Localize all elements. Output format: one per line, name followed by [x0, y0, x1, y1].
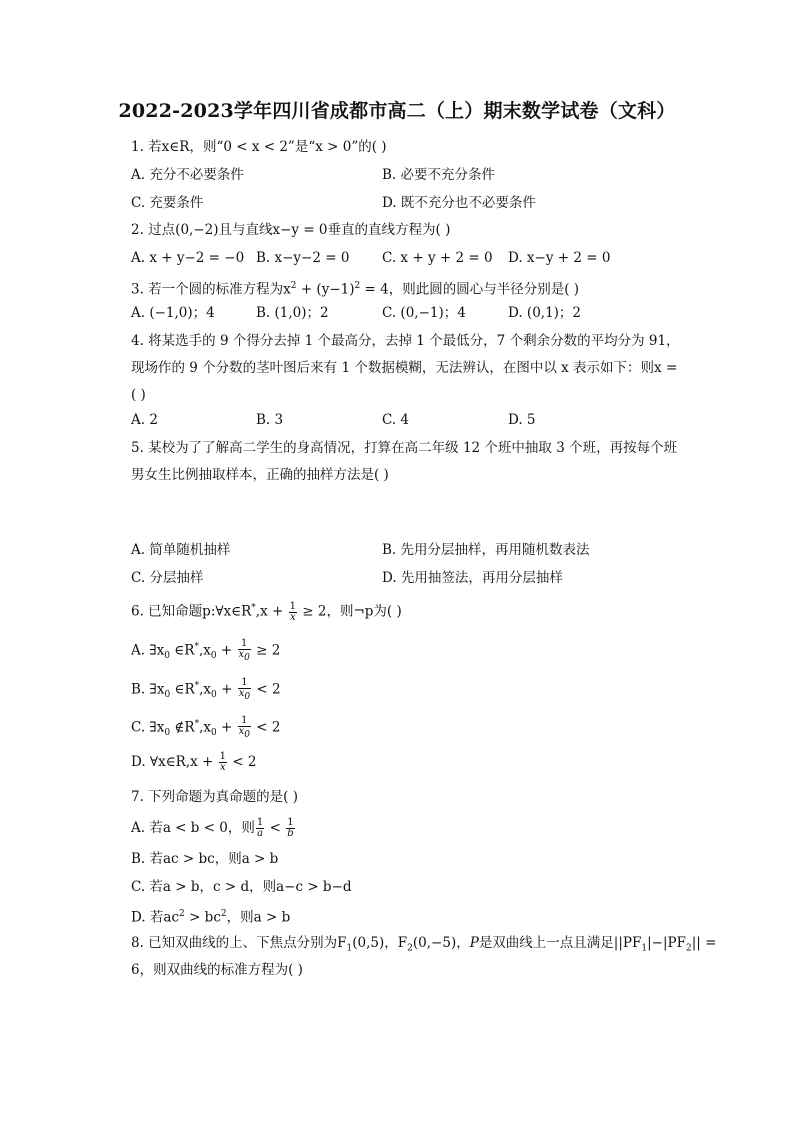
- question-3-option-a: A. (−1,0)；4: [131, 305, 215, 321]
- q8-sub-1: 1: [346, 943, 353, 954]
- q8-sub-2: 2: [407, 943, 413, 954]
- question-5-option-c: C. 分层抽样: [131, 570, 204, 586]
- question-1-stem: 1. 若x∈R，则“0 < x < 2”是“x > 0”的( ): [131, 139, 387, 155]
- q7a-frac2-num: 1: [287, 817, 294, 828]
- question-1-option-d: D. 既不充分也不必要条件: [382, 195, 536, 211]
- q6b-post: < 2: [252, 681, 281, 698]
- q7a-frac1-num: 1: [256, 817, 264, 828]
- q8-sub-4: 2: [685, 943, 692, 954]
- question-4-option-a: A. 2: [131, 412, 158, 428]
- q8-pre: 8. 已知双曲线的上、下焦点分别为F: [131, 935, 347, 951]
- question-3-stem: [131, 276, 579, 300]
- q6d-frac-num: 1: [219, 751, 227, 762]
- question-1-option-c: C. 充要条件: [131, 195, 204, 211]
- q6c-sub: 0: [164, 728, 171, 739]
- q7d-post: ，则a > b: [226, 909, 291, 926]
- q7d-mid: > bc: [184, 909, 221, 926]
- q7a-frac1-den: a: [257, 828, 264, 839]
- question-4-option-c: C. 4: [382, 412, 410, 428]
- q7a-pre: A. 若a < b < 0，则: [131, 820, 255, 836]
- q6b-frac-num: 1: [238, 678, 251, 689]
- q6b-frac-den-sub: 0: [244, 692, 251, 702]
- q6b-frac-den: [238, 689, 251, 702]
- page-title: 2022-2023学年四川省成都市高二（上）期末数学试卷（文科）: [118, 100, 676, 122]
- question-6-option-a: [131, 637, 280, 666]
- question-5-line-1: 5. 某校为了了解高二学生的身高情况，打算在高二年级 12 个班中抽取 3 个班，再按每个班: [131, 440, 678, 456]
- q6-star: *: [251, 603, 256, 613]
- q8-p: P: [469, 935, 479, 951]
- question-6-option-c: [131, 714, 280, 743]
- question-5-option-b: B. 先用分层抽样，再用随机数表法: [382, 542, 590, 558]
- question-2-option-d: D. x−y + 2 = 0: [508, 250, 611, 266]
- question-7-stem: 7. 下列命题为真命题的是( ): [131, 789, 298, 805]
- question-7-option-c: C. 若a > b，c > d，则a−c > b−d: [131, 879, 352, 895]
- q6b-sub: 0: [164, 690, 171, 701]
- q6c-mid2: ,x: [199, 719, 211, 736]
- question-4-option-b: B. 3: [256, 412, 284, 428]
- q6a-mid: ∈R: [170, 642, 195, 659]
- q7a-mid: <: [265, 820, 286, 836]
- q3-stem-mid: + (y−1): [296, 281, 355, 298]
- question-2-option-b: B. x−y−2 = 0: [256, 250, 350, 266]
- question-8-line-1: [131, 933, 716, 959]
- q3-sup-2: 2: [354, 281, 361, 291]
- q6a-star: *: [194, 642, 199, 652]
- q6a-frac-num: 1: [238, 639, 251, 650]
- question-2-stem: 2. 过点(0,−2)且与直线x−y = 0垂直的直线方程为( ): [131, 222, 451, 238]
- question-5-option-a: A. 简单随机抽样: [131, 542, 231, 558]
- question-8-line-2: 6，则双曲线的标准方程为( ): [131, 962, 303, 978]
- q8-f1: (0,5)，F: [352, 935, 408, 951]
- q6-frac-den: x: [289, 611, 296, 623]
- q7d-sup-2: 2: [220, 909, 227, 919]
- question-6-option-b: [131, 676, 281, 705]
- question-5-option-d: D. 先用抽签法，再用分层抽样: [382, 570, 563, 586]
- q8-end: || =: [691, 935, 717, 951]
- question-3-option-b: B. (1,0)；2: [256, 305, 329, 321]
- q7a-fraction-2: [286, 818, 294, 839]
- q6d-pre: D. ∀x∈R,x +: [131, 754, 218, 770]
- q6c-fraction: [238, 716, 251, 740]
- q6a-frac-den-sub: 0: [244, 653, 250, 663]
- q7a-fraction-1: [256, 818, 264, 839]
- q6a-post: ≥ 2: [251, 642, 281, 659]
- q6b-mid2: ,x: [199, 681, 212, 698]
- q6c-frac-den-sub: 0: [244, 730, 250, 740]
- q6c-frac-den: [238, 727, 251, 740]
- q6-stem-pre: 6. 已知命题p:∀x∈R: [131, 603, 252, 620]
- q6a-mid2: ,x: [198, 642, 211, 659]
- q8-f2: (0,−5)，: [412, 935, 470, 951]
- q8-mid: |−|PF: [647, 935, 686, 951]
- q6d-post: < 2: [228, 754, 257, 770]
- question-7-option-a: [131, 818, 296, 839]
- q6b-pre: B. ∃x: [131, 681, 165, 698]
- q6c-pre: C. ∃x: [131, 719, 165, 736]
- question-2-option-c: C. x + y + 2 = 0: [382, 250, 493, 266]
- q6-stem-post: ≥ 2，则¬p为( ): [297, 603, 402, 620]
- question-3-option-c: C. (0,−1)；4: [382, 305, 466, 321]
- q6a-sub2: 0: [210, 651, 217, 662]
- q6a-plus: +: [216, 642, 237, 659]
- q6b-frac-den-x: x: [238, 688, 245, 699]
- q6-stem-mid: ,x +: [255, 603, 288, 620]
- question-6-stem: [131, 598, 402, 623]
- q6a-frac-den: [238, 650, 251, 663]
- question-4-line-1: 4. 将某选手的 9 个得分去掉 1 个最高分，去掉 1 个最低分，7 个剩余分数的平均分为 91，: [131, 333, 680, 349]
- q6c-mid: ∉R: [170, 719, 195, 736]
- q7d-sup-1: 2: [179, 909, 185, 919]
- q6a-frac-den-x: x: [238, 649, 245, 660]
- question-6-option-d: [131, 752, 257, 773]
- q6d-frac-den: x: [220, 762, 226, 773]
- question-5-line-2: 男女生比例抽取样本，正确的抽样方法是( ): [131, 467, 389, 483]
- q6a-fraction: [238, 639, 251, 663]
- q3-stem-post: = 4，则此圆的圆心与半径分别是( ): [360, 281, 580, 298]
- q6b-star: *: [194, 681, 200, 691]
- q6d-fraction: [219, 752, 227, 773]
- question-3-option-d: D. (0,1)；2: [508, 305, 582, 321]
- q6b-sub2: 0: [211, 690, 217, 701]
- q3-sup-1: 2: [290, 281, 297, 291]
- question-4-option-d: D. 5: [508, 412, 536, 428]
- q6b-fraction: [238, 678, 251, 702]
- q6c-sub2: 0: [210, 728, 217, 739]
- q8-post: 是双曲线上一点且满足||PF: [478, 935, 642, 951]
- question-7-option-b: B. 若ac > bc，则a > b: [131, 851, 279, 867]
- q6a-sub: 0: [164, 651, 171, 662]
- q6-frac-num: 1: [289, 600, 296, 612]
- q6b-mid: ∈R: [170, 681, 195, 698]
- q6c-star: *: [194, 719, 200, 729]
- q7a-frac2-den: b: [287, 828, 294, 839]
- q6c-frac-num: 1: [238, 716, 251, 727]
- question-7-option-d: [131, 904, 290, 928]
- question-2-option-a: A. x + y−2 = −0: [131, 250, 245, 266]
- q6c-plus: +: [216, 719, 237, 736]
- q7d-pre: D. 若ac: [131, 909, 180, 926]
- question-4-line-3: ( ): [131, 387, 146, 403]
- q6c-post: < 2: [251, 719, 281, 736]
- question-1-option-b: B. 必要不充分条件: [382, 167, 496, 183]
- q3-stem-pre: 3. 若一个圆的标准方程为x: [131, 281, 291, 298]
- q6a-pre: A. ∃x: [131, 642, 165, 659]
- q6b-plus: +: [216, 681, 237, 698]
- q8-sub-3: 1: [641, 943, 648, 954]
- question-4-line-2: 现场作的 9 个分数的茎叶图后来有 1 个数据模糊，无法辨认，在图中以 x 表示如下：则x =: [131, 360, 678, 376]
- q6c-frac-den-x: x: [238, 726, 245, 737]
- question-1-option-a: A. 充分不必要条件: [131, 167, 244, 183]
- q6-fraction: [289, 602, 297, 623]
